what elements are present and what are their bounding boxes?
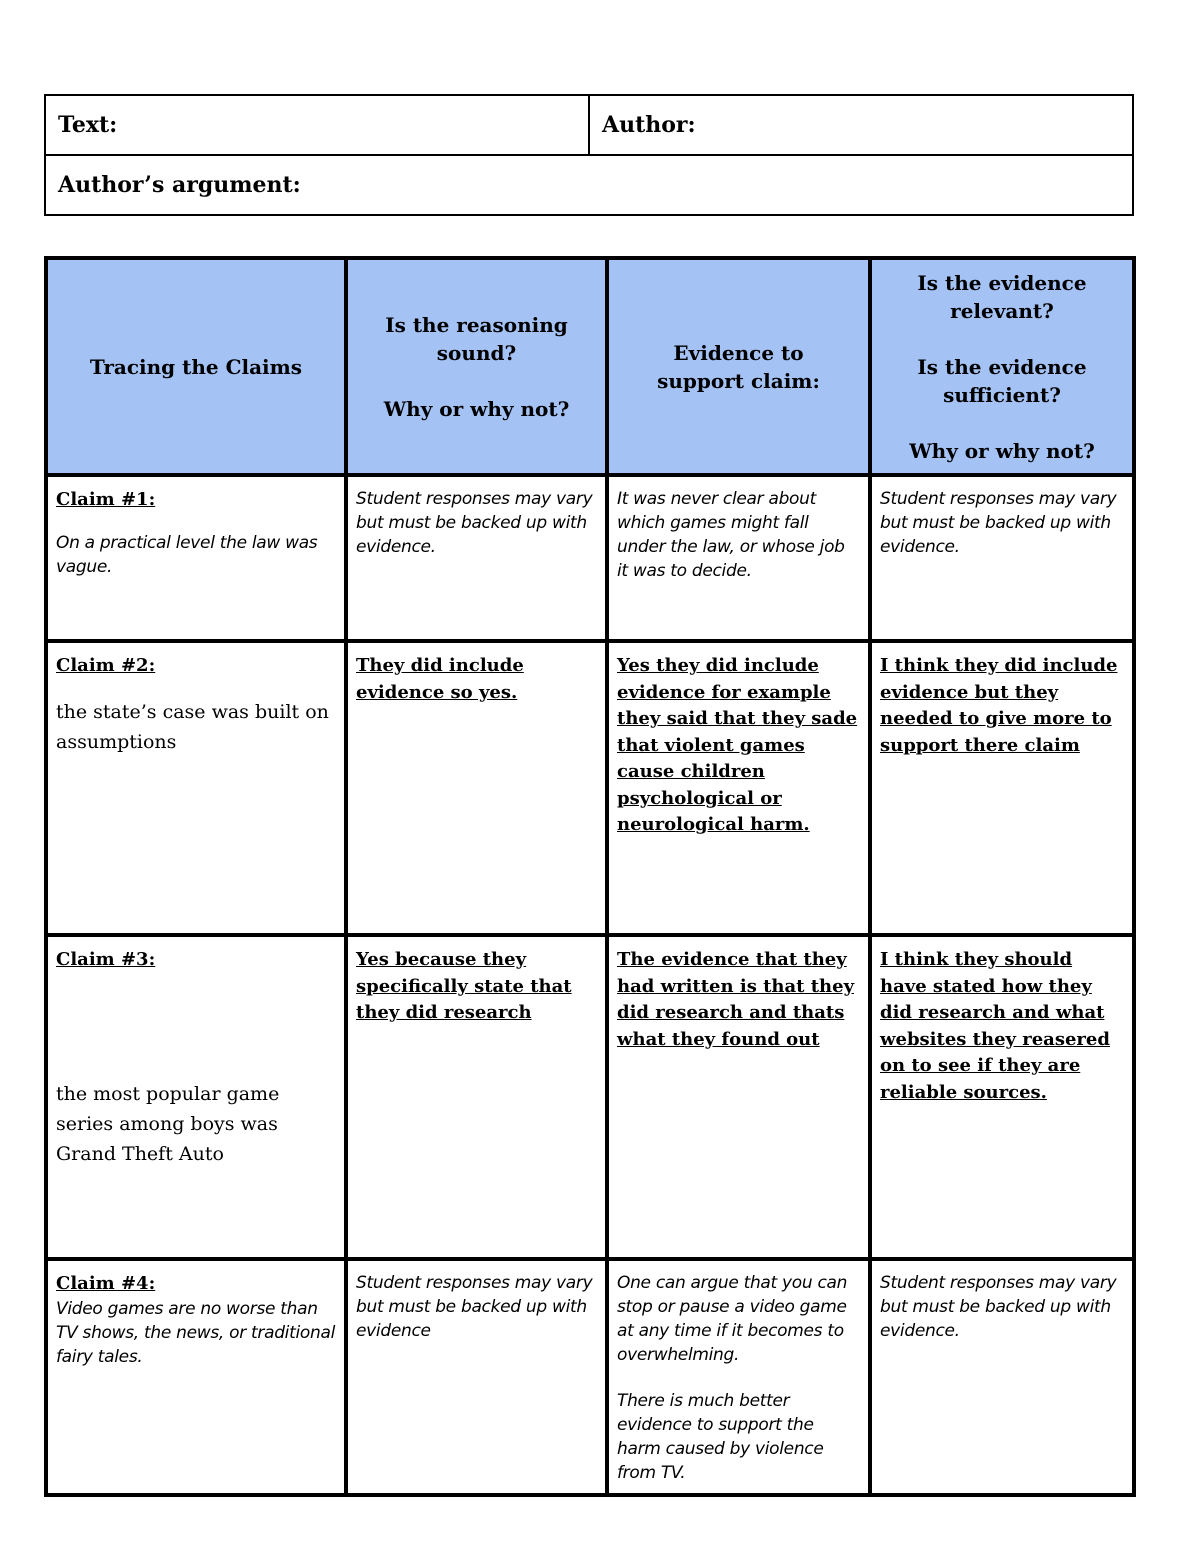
relevance-text: Student responses may vary but must be backed up with evidence. <box>880 1273 1117 1341</box>
table-row <box>46 475 1134 641</box>
claim-label: Claim #3: <box>56 949 156 970</box>
argument-field[interactable] <box>45 155 1133 215</box>
evidence-cell[interactable] <box>607 935 870 1259</box>
reasoning-cell[interactable] <box>346 475 607 641</box>
claim-text: On a practical level the law was vague. <box>56 533 318 577</box>
evidence-text-2: There is much better evidence to support the harm caused by violence from TV. <box>617 1391 824 1483</box>
author-field[interactable] <box>589 95 1133 155</box>
claims-table <box>44 256 1136 1497</box>
table-row <box>46 641 1134 935</box>
evidence-cell[interactable] <box>607 641 870 935</box>
argument-label: Author’s argument: <box>58 172 301 198</box>
relevance-cell[interactable] <box>870 641 1134 935</box>
relevance-text: I think they did include evidence but they needed to give more to support there claim <box>880 655 1118 756</box>
relevance-cell[interactable] <box>870 935 1134 1259</box>
table-row <box>46 935 1134 1259</box>
reasoning-cell[interactable] <box>346 1259 607 1495</box>
header-relevance: Is the evidence relevant? Is the evidence sufficient? Why or why not? <box>870 258 1134 475</box>
evidence-text: It was never clear about which games might fall under the law, or whose job it was to decide. <box>617 489 845 581</box>
author-label: Author: <box>602 112 696 138</box>
header-row <box>46 258 1134 475</box>
evidence-text: Yes they did include evidence for example they said that they sade that violent games cause children psychological or neurological harm. <box>617 655 858 835</box>
claim-cell[interactable] <box>46 641 346 935</box>
evidence-text: The evidence that they had written is that they did research and thats what they found out <box>617 949 855 1050</box>
claim-cell[interactable] <box>46 935 346 1259</box>
claim-label: Claim #4: <box>56 1273 156 1294</box>
evidence-cell[interactable] <box>607 475 870 641</box>
relevance-cell[interactable] <box>870 475 1134 641</box>
info-table <box>44 94 1134 216</box>
relevance-text: Student responses may vary but must be backed up with evidence. <box>880 489 1117 557</box>
claim-text: Video games are no worse than TV shows, the news, or traditional fairy tales. <box>56 1299 336 1367</box>
table-row <box>46 1259 1134 1495</box>
reasoning-cell[interactable] <box>346 935 607 1259</box>
evidence-cell[interactable] <box>607 1259 870 1495</box>
claim-label: Claim #1: <box>56 489 156 510</box>
relevance-text: I think they should have stated how they did research and what websites they reasered on to see if they are reliable sources. <box>880 949 1110 1103</box>
text-field[interactable] <box>45 95 589 155</box>
claim-text: the state’s case was built on assumptions <box>56 701 329 753</box>
reasoning-text: Student responses may vary but must be backed up with evidence. <box>356 489 593 557</box>
reasoning-cell[interactable] <box>346 641 607 935</box>
claim-cell[interactable] <box>46 1259 346 1495</box>
evidence-text: One can argue that you can stop or pause a video game at any time if it becomes to overwhelming. <box>617 1273 848 1365</box>
header-tracing-claims: Tracing the Claims <box>46 258 346 475</box>
claim-label: Claim #2: <box>56 655 156 676</box>
relevance-cell[interactable] <box>870 1259 1134 1495</box>
reasoning-text: Student responses may vary but must be backed up with evidence <box>356 1273 593 1341</box>
claim-text: the most popular game series among boys was Grand Theft Auto <box>56 1083 280 1165</box>
header-reasoning: Is the reasoning sound? Why or why not? <box>346 258 607 475</box>
reasoning-text: They did include evidence so yes. <box>356 655 524 703</box>
reasoning-text: Yes because they specifically state that they did research <box>356 949 572 1023</box>
header-evidence: Evidence to support claim: <box>607 258 870 475</box>
text-label: Text: <box>58 112 118 138</box>
claim-cell[interactable] <box>46 475 346 641</box>
